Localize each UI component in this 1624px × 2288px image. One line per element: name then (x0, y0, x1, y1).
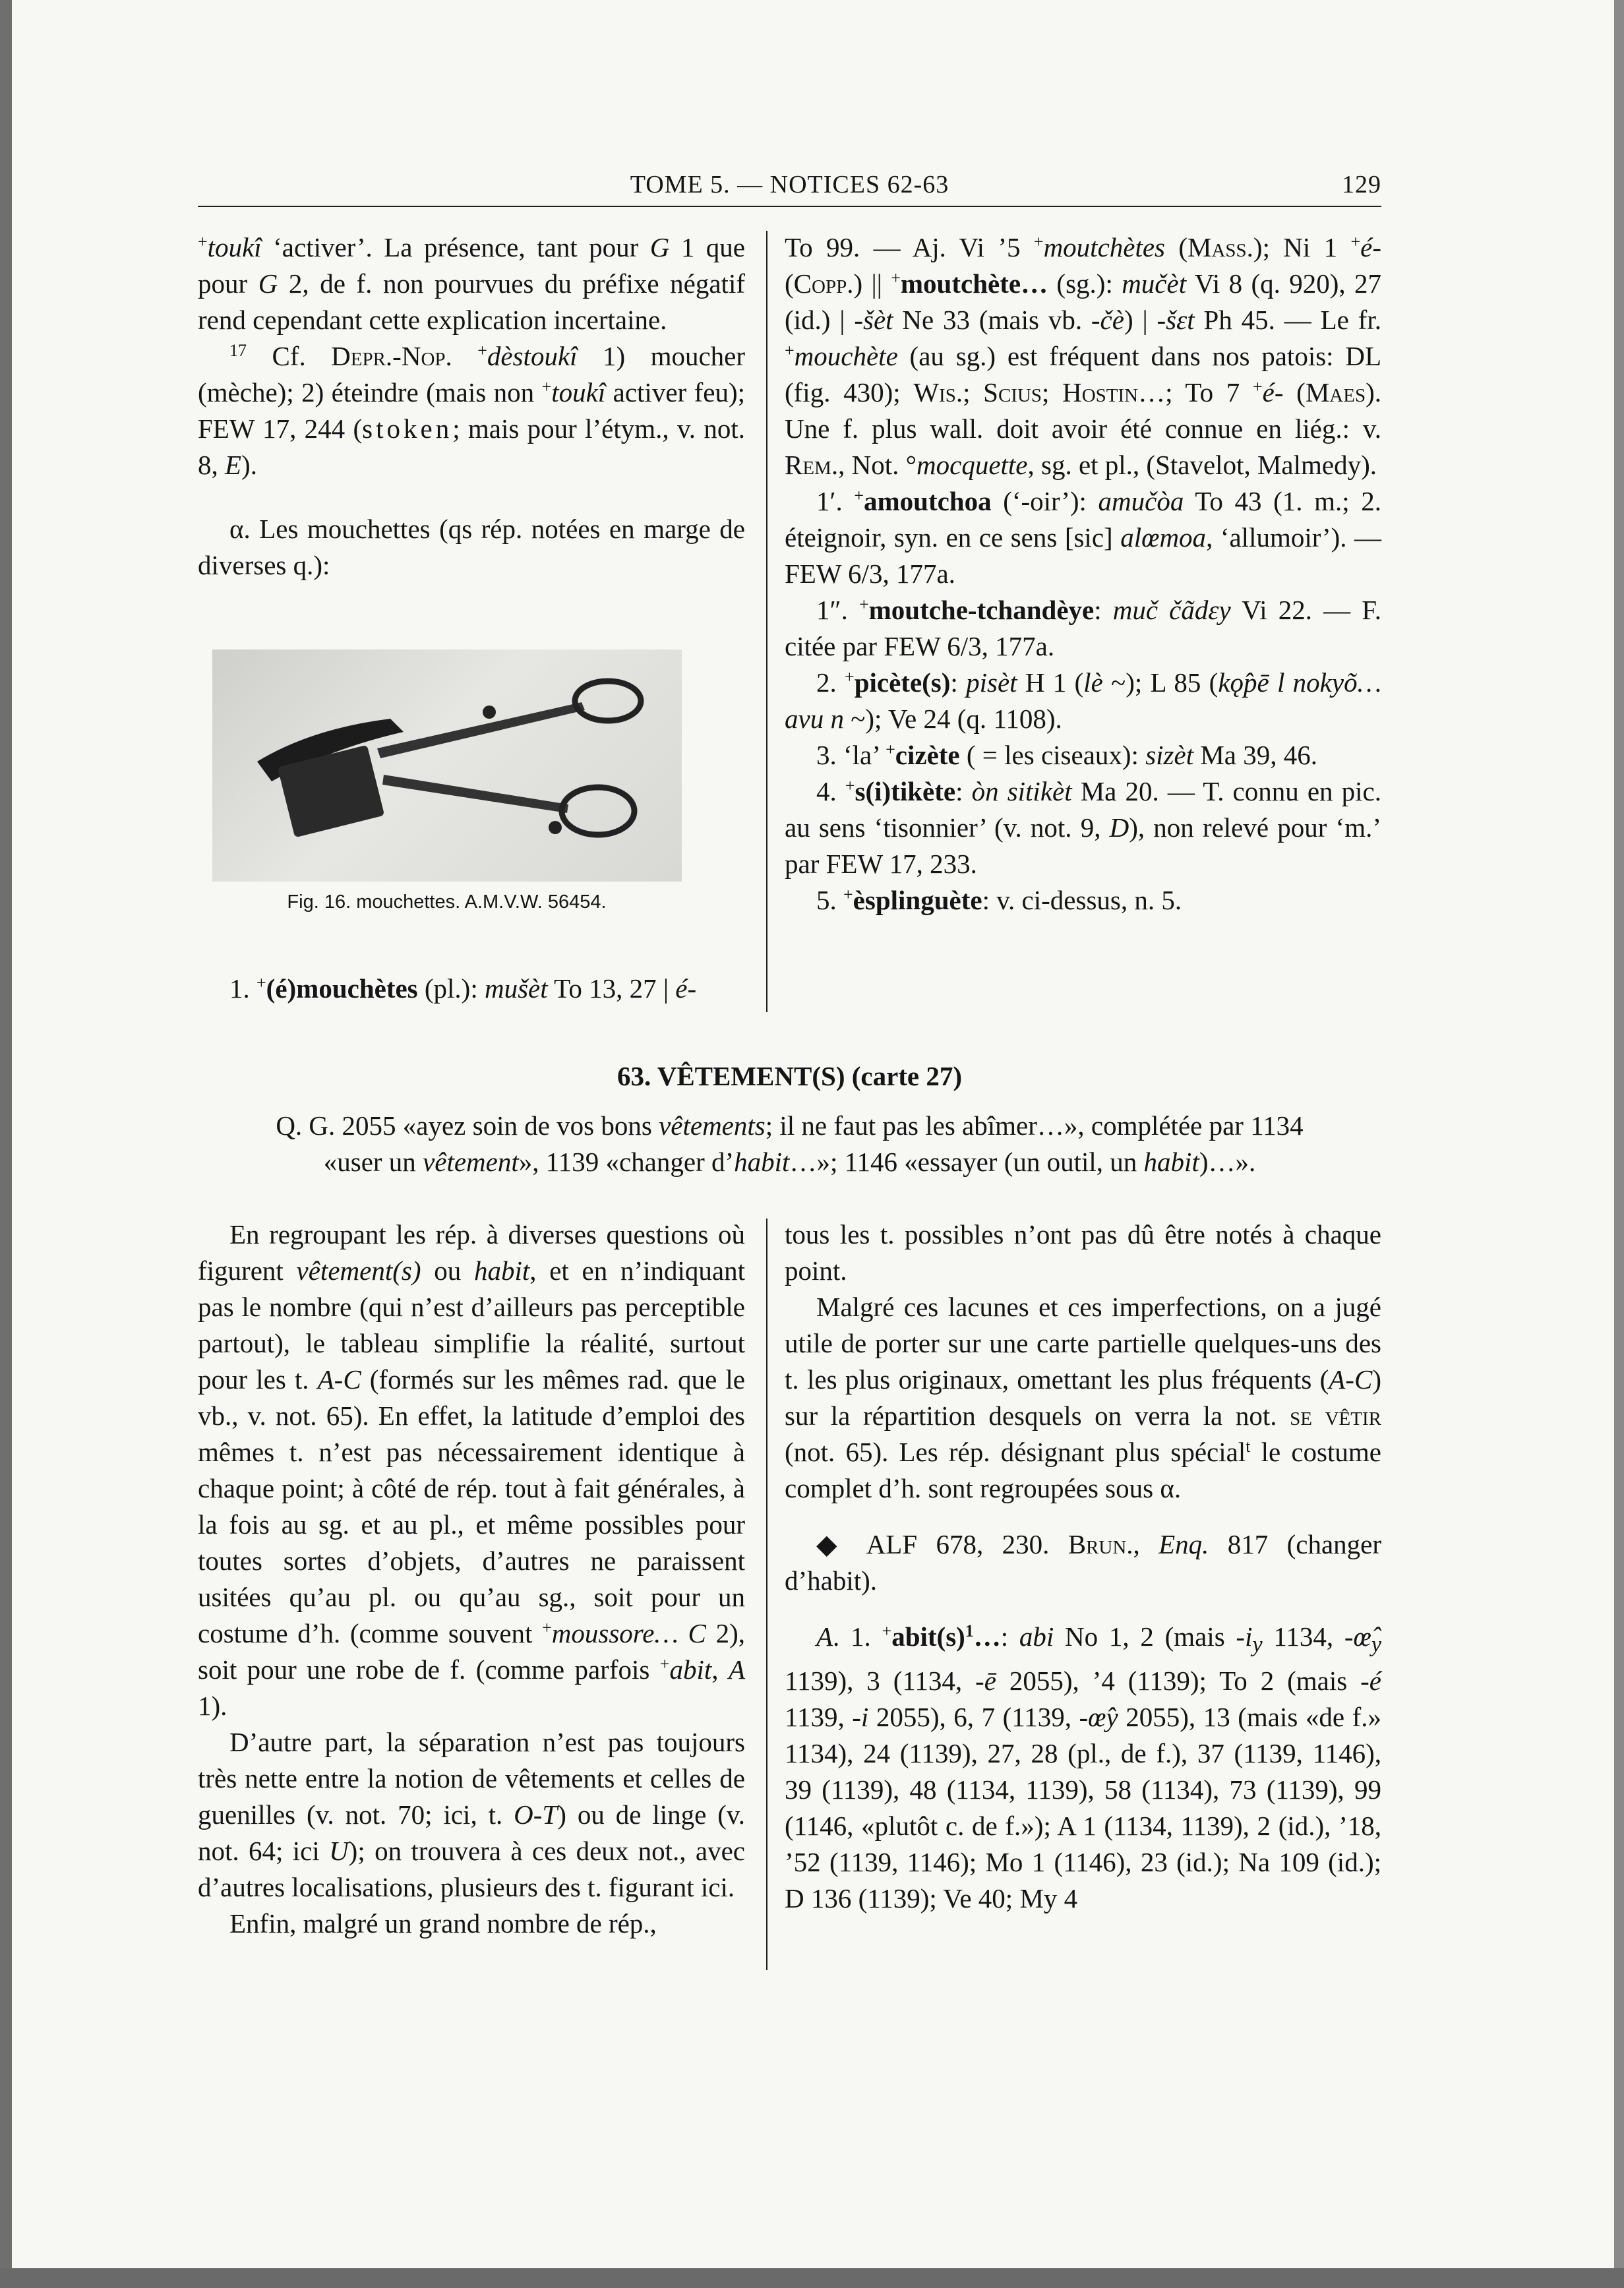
mouchettes-photo (212, 649, 682, 882)
paragraph: 5. +èsplinguète: v. ci-dessus, n. 5. (816, 885, 1182, 915)
mouchettes-illustration (212, 649, 682, 882)
top-left-column-tail (198, 971, 745, 1007)
questionnaire-references: Q. G. 2055 «ayez soin de vos bons vêtements; il ne faut pas les abîmer…», complétée par 1134 «user un vêtement», 1139 «changer d’habit…»; 1146 «essayer (un outil, un habit)…». (276, 1110, 1304, 1177)
paragraph: tous les t. possibles n’ont pas dû être notés à chaque point. (785, 1219, 1381, 1286)
column-rule (766, 1219, 767, 1970)
scan-border-right (1614, 0, 1624, 2288)
running-title: TOME 5. — NOTICES 62-63 (630, 171, 949, 198)
bottom-left-column (198, 1217, 745, 1942)
paragraph: Enfin, malgré un grand nombre de rép., (229, 1908, 657, 1939)
section-title: 63. VÊTEMENT(S) (carte 27) (617, 1061, 963, 1091)
paragraph: 3. ‘la’ +cizète ( = les ciseaux): sizèt Ma 39, 46. (816, 740, 1317, 770)
scan-border-bottom (0, 2268, 1624, 2288)
paragraph: 1′. +amoutchoa (‘-oir’): amučòa To 43 (1. m.; 2. éteignoir, syn. en ce sens [sic] alœmoa, ‘allumoir’). — FEW 6/3, 177a. (785, 486, 1381, 589)
paragraph: +toukî ‘activer’. La présence, tant pour G 1 que pour G 2, de f. non pourvues du préfixe négatif rend cependant cette explication incertaine. (198, 232, 745, 335)
running-header (198, 170, 1381, 203)
footnote-17: $^{17}$ Cf. Depr.-Nop. +dèstoukî 1) moucher (mèche); 2) éteindre (mais non +toukî activer feu); FEW 17, 244 (stoken; mais pour l’étym., v. not. 8, E). (198, 341, 746, 480)
paragraph: D’autre part, la séparation n’est pas toujours très nette entre la notion de vêtements et celles de guenilles (v. not. 70; ici, t. O-T) ou de linge (v. not. 64; ici U); on trouvera à ces deux not., avec d’autres localisations, plusieurs des t. figurant ici. (198, 1727, 745, 1902)
figure-caption: Fig. 16. mouchettes. A.M.V.W. 56454. (287, 891, 607, 913)
top-right-column (785, 229, 1381, 918)
paragraph: 1″. +moutche-tchandèye: muč čãdɛy Vi 22. — F. citée par FEW 6/3, 177a. (785, 595, 1382, 661)
top-left-column (198, 229, 745, 584)
header-rule (198, 206, 1381, 207)
paragraph: 2. +picète(s): pisèt H 1 (lè ~); L 85 (kǫ̂pē l nokyõ… avu n ~); Ve 24 (q. 1108). (785, 667, 1382, 734)
scan-border-left (0, 0, 12, 2288)
paragraph-alpha: α. Les mouchettes (qs rép. notées en marge de diverses q.): (198, 514, 745, 580)
paragraph: 1. +(é)mouchètes (pl.): mušèt To 13, 27 | é- (229, 973, 697, 1004)
paragraph: 4. +s(i)tikète: òn sitikèt Ma 20. — T. connu en pic. au sens ‘tisonnier’ (v. not. 9, D), non relevé pour ‘m.’ par FEW 17, 233. (785, 776, 1381, 879)
column-rule (766, 231, 767, 1012)
bottom-right-column (785, 1217, 1381, 1917)
paragraph: To 99. — Aj. Vi ’5 +moutchètes (Mass.); Ni 1 +é- (Copp.) || +moutchète… (sg.): mučèt Vi 8 (q. 920), 27 (id.) | -šèt Ne 33 (mais vb. -čè) | -šɛt Ph 45. — Le fr. +mouchète (au sg.) est fréquent dans nos patois: DL (fig. 430); Wis.; Scius; Hostin…; To 7 +é- (Maes). Une f. plus wall. doit avoir été connue en liég.: v. Rem., Not. °mocquette, sg. et pl., (Stavelot, Malmedy). (785, 232, 1382, 480)
paragraph-alf: ◆ ALF 678, 230. Brun., Enq. 817 (changer d’habit). (785, 1529, 1381, 1596)
paragraph-abit: A. 1. $^+abit(s)^1\dots$: abi No 1, 2 (mais $-i_y$ 1134, $-œ̂_y$ 1139), 3 (1134, -ē 2055), ’4 (1139); To 2 (mais -é 1139, -i 2055), 6, 7 (1139, -œ̂y 2055), 13 (mais «de f.» 1134), 24 (1139), 27, 28 (pl., de f.), 37 (1139, 1146), 39 (1139), 48 (1134, 1139), 58 (1134), 73 (1139), 99 (1146, «plutôt c. de f.»); A 1 (1134, 1139), 2 (id.), ’18, ’52 (1139, 1146); Mo 1 (1146), 23 (id.); Na 109 (id.); D 136 (1139); Ve 40; My 4 (785, 1621, 1382, 1914)
paragraph: Malgré ces lacunes et ces imperfections, on a jugé utile de porter sur une carte partielle quelques-uns des t. les plus originaux, omettant les plus fréquents (A-C) sur la répartition desquels on verra la not. se vêtir (not. 65). Les rép. désignant plus spécial$^t$ le costume complet d’h. sont regroupées sous α. (785, 1292, 1381, 1503)
paragraph: En regroupant les rép. à diverses questions où figurent vêtement(s) ou habit, et en n’indiquant pas le nombre (qui n’est d’ailleurs pas perceptible partout), le tableau simplifie la réalité, surtout pour les t. A-C (formés sur les mêmes rad. que le vb., v. not. 65). En effet, la latitude d’emploi des mêmes t. n’est pas nécessairement identique à chaque point; à côté de rép. tout à fait générales, à la fois au sg. et au pl., et même possibles pour toutes sortes d’objets, d’autres ne paraissent usitées qu’au pl. ou qu’au sg., soit pour un costume d’h. (comme souvent +moussore… C 2), soit pour une robe de f. (comme parfois +abit, A 1). (198, 1219, 746, 1721)
page-number: 129 (1342, 171, 1381, 198)
